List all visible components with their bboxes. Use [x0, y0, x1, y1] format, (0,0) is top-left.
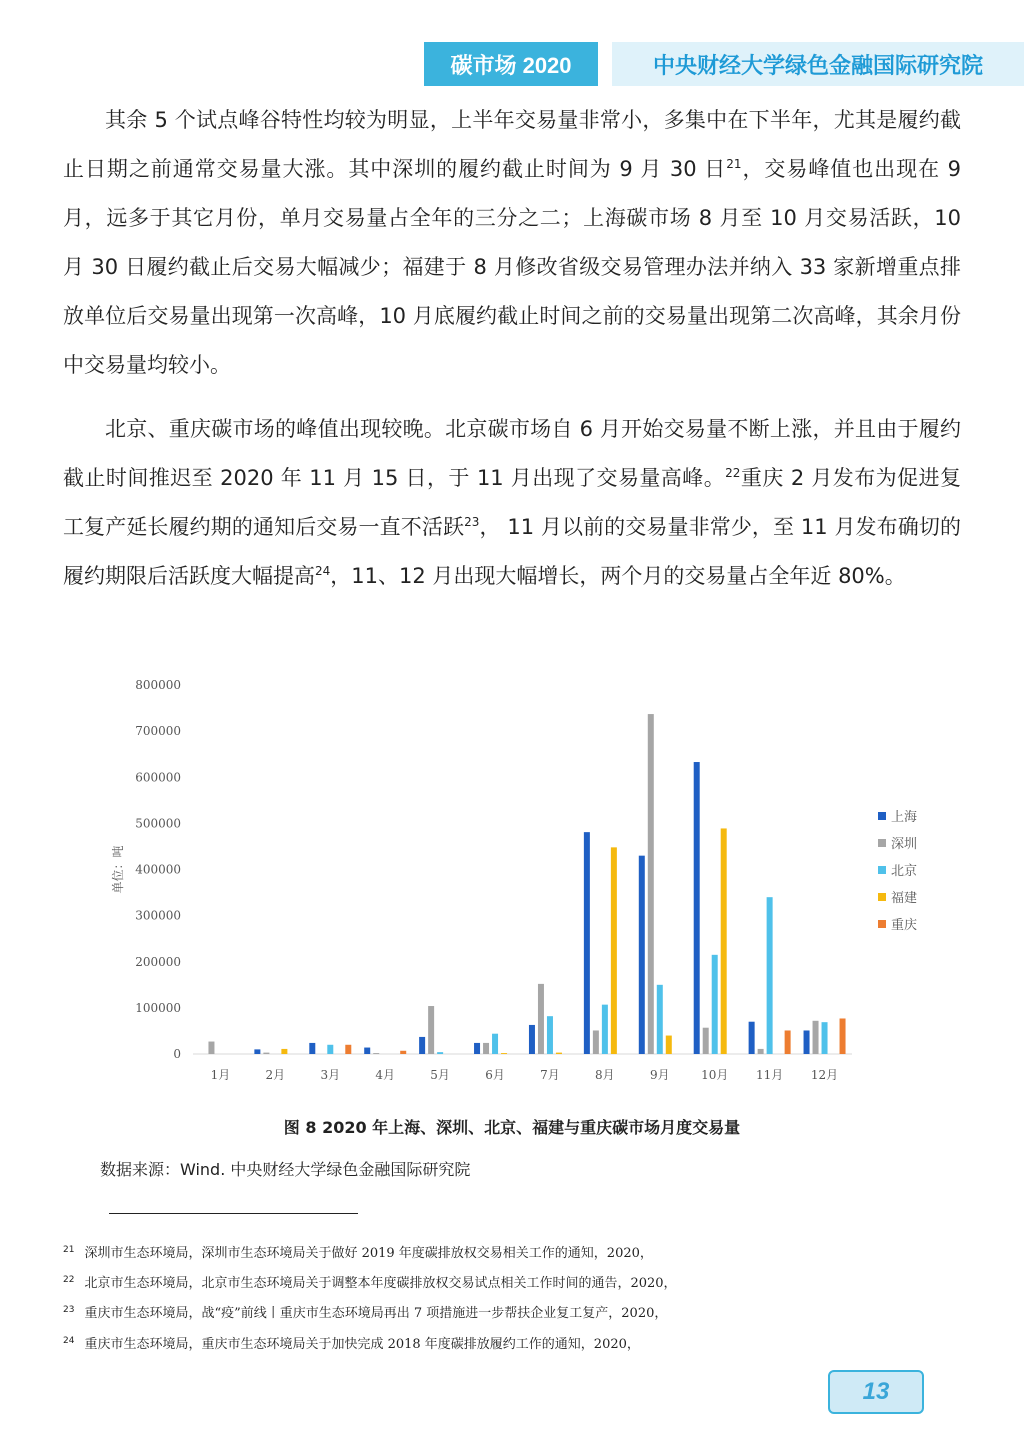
x-tick-label: 3月 — [320, 1068, 341, 1082]
institute-name-banner: 中央财经大学绿色金融国际研究院 — [612, 42, 1024, 86]
bar — [666, 1036, 672, 1054]
bar — [345, 1045, 351, 1054]
bar — [657, 985, 663, 1054]
bar — [529, 1025, 535, 1054]
bar — [400, 1051, 406, 1054]
bar — [822, 1022, 828, 1054]
bar — [593, 1030, 599, 1054]
legend-label: 北京 — [891, 864, 918, 879]
report-title-tab: 碳市场 2020 — [424, 42, 598, 86]
x-tick-label: 5月 — [430, 1068, 450, 1082]
footnote-number: 21 — [63, 1244, 75, 1255]
footnote-text: 深圳市生态环境局，深圳市生态环境局关于做好 2019 年度碳排放权交易相关工作的通知，2020， — [84, 1246, 653, 1261]
y-tick-label: 500000 — [135, 816, 181, 831]
x-tick-label: 9月 — [649, 1068, 670, 1082]
bar — [474, 1043, 480, 1054]
bar — [785, 1030, 791, 1054]
legend-swatch — [878, 920, 886, 928]
bar-chart-svg — [100, 670, 980, 1090]
bar — [556, 1053, 562, 1054]
bar — [501, 1053, 507, 1054]
bar — [281, 1049, 287, 1054]
paragraph-text: 其余 5 个试点峰谷特性均较为明显，上半年交易量非常小，多集中在下半年，尤其是履约截止日期之前通常交易量大涨。其中深圳的履约截止时间为 9 月 30 日 — [63, 108, 961, 181]
bar — [419, 1037, 425, 1054]
x-tick-label: 4月 — [375, 1068, 396, 1082]
legend-label: 深圳 — [891, 837, 918, 852]
footnote-ref[interactable]: 21 — [726, 157, 742, 171]
figure-caption: 图 8 2020 年上海、深圳、北京、福建与重庆碳市场月度交易量 — [283, 1118, 741, 1137]
body-paragraph-1 — [63, 96, 961, 390]
y-tick-label: 400000 — [135, 862, 181, 877]
bar — [538, 984, 544, 1054]
footnote-number: 23 — [63, 1304, 75, 1315]
x-tick-label: 12月 — [810, 1068, 839, 1082]
footnote-ref[interactable]: 23 — [464, 515, 480, 529]
legend-swatch — [878, 866, 886, 874]
legend-swatch — [878, 812, 886, 820]
x-tick-label: 1月 — [210, 1068, 231, 1082]
footnote-ref[interactable]: 24 — [315, 564, 331, 578]
bar — [483, 1043, 489, 1054]
footnote-23 — [63, 1302, 667, 1321]
bar — [611, 847, 617, 1054]
y-tick-label: 200000 — [135, 954, 181, 969]
bar — [721, 828, 727, 1054]
footnote-number: 22 — [63, 1274, 75, 1285]
bar — [749, 1022, 755, 1054]
y-tick-label: 300000 — [135, 908, 181, 923]
bar — [309, 1043, 315, 1054]
bar — [703, 1028, 709, 1054]
legend-label: 福建 — [891, 891, 918, 906]
bar — [428, 1006, 434, 1054]
bar — [804, 1030, 810, 1054]
x-tick-label: 8月 — [595, 1068, 615, 1082]
bar — [208, 1042, 214, 1054]
data-source-note: 数据来源：Wind. 中央财经大学绿色金融国际研究院 — [100, 1160, 471, 1179]
body-paragraph-2 — [63, 405, 961, 601]
bar — [547, 1016, 553, 1054]
y-tick-label: 0 — [173, 1047, 181, 1061]
legend-label: 上海 — [891, 810, 918, 825]
paragraph-text: ， 11 月以前的交易量非常少，至 11 月发布确切的履约期限后活跃度大幅提高 — [63, 515, 961, 588]
bar — [767, 897, 773, 1054]
x-tick-label: 7月 — [540, 1068, 560, 1082]
x-tick-label: 10月 — [701, 1068, 729, 1082]
footnote-22 — [63, 1272, 677, 1291]
bar — [437, 1052, 443, 1054]
footnote-text: 重庆市生态环境局，战“疫”前线丨重庆市生态环境局再出 7 项措施进一步帮扶企业复工复产，2020， — [84, 1306, 668, 1321]
legend-swatch — [878, 893, 886, 901]
bar — [263, 1053, 269, 1054]
page-number-badge: 13 — [828, 1370, 924, 1414]
bar — [373, 1053, 379, 1054]
y-tick-label: 100000 — [135, 1000, 181, 1015]
bar — [813, 1021, 819, 1054]
bar — [758, 1049, 764, 1054]
x-tick-label: 6月 — [485, 1068, 505, 1082]
legend-label: 重庆 — [891, 918, 918, 933]
footnote-ref[interactable]: 22 — [725, 466, 741, 480]
footnote-21 — [63, 1242, 653, 1261]
monthly-volume-chart — [100, 670, 980, 1090]
bar — [639, 856, 645, 1054]
legend-swatch — [878, 839, 886, 847]
y-tick-label: 700000 — [135, 724, 181, 739]
bar — [840, 1018, 846, 1054]
bar — [254, 1049, 260, 1054]
y-axis-label: 单位：吨 — [111, 845, 125, 894]
bar — [364, 1048, 370, 1054]
y-tick-label: 600000 — [135, 770, 181, 785]
paragraph-text: 北京、重庆碳市场的峰值出现较晚。北京碳市场自 6 月开始交易量不断上涨，并且由于履约截止时间推迟至 2020 年 11 月 15 日，于 11 月出现了交易量高峰。 — [63, 417, 961, 490]
footnote-text: 北京市生态环境局，北京市生态环境局关于调整本年度碳排放权交易试点相关工作时间的通告，2020， — [84, 1276, 677, 1291]
bar — [327, 1045, 333, 1054]
x-tick-label: 2月 — [265, 1068, 286, 1082]
bar — [712, 955, 718, 1054]
bar — [602, 1005, 608, 1054]
paragraph-text: ，11、12 月出现大幅增长，两个月的交易量占全年近 80%。 — [330, 564, 906, 588]
x-tick-label: 11月 — [755, 1068, 784, 1082]
bar — [694, 762, 700, 1054]
bar — [584, 832, 590, 1054]
paragraph-text: ，交易峰值也出现在 9 月，远多于其它月份，单月交易量占全年的三分之二；上海碳市场 8 月至 10 月交易活跃，10 月 30 日履约截止后交易大幅减少；福建于 8 月修改省级交易管理办法并纳入 33 家新增重点排放单位后交易量出现第一次高峰，10 月底履约截止时间之前的交易量出现第二次高峰，其余月份中交易量均较小。 — [63, 157, 961, 377]
y-tick-label: 800000 — [135, 678, 181, 692]
footnote-24 — [63, 1333, 640, 1352]
bar — [648, 714, 654, 1054]
paragraph-text: 重庆 2 月发布为促进复工复产延长履约期的通知后交易一直不活跃 — [63, 466, 961, 539]
footnote-text: 重庆市生态环境局，重庆市生态环境局关于加快完成 2018 年度碳排放履约工作的通知，2020， — [84, 1337, 640, 1352]
footnote-number: 24 — [63, 1335, 75, 1346]
footnote-divider — [109, 1213, 358, 1214]
bar — [492, 1034, 498, 1054]
